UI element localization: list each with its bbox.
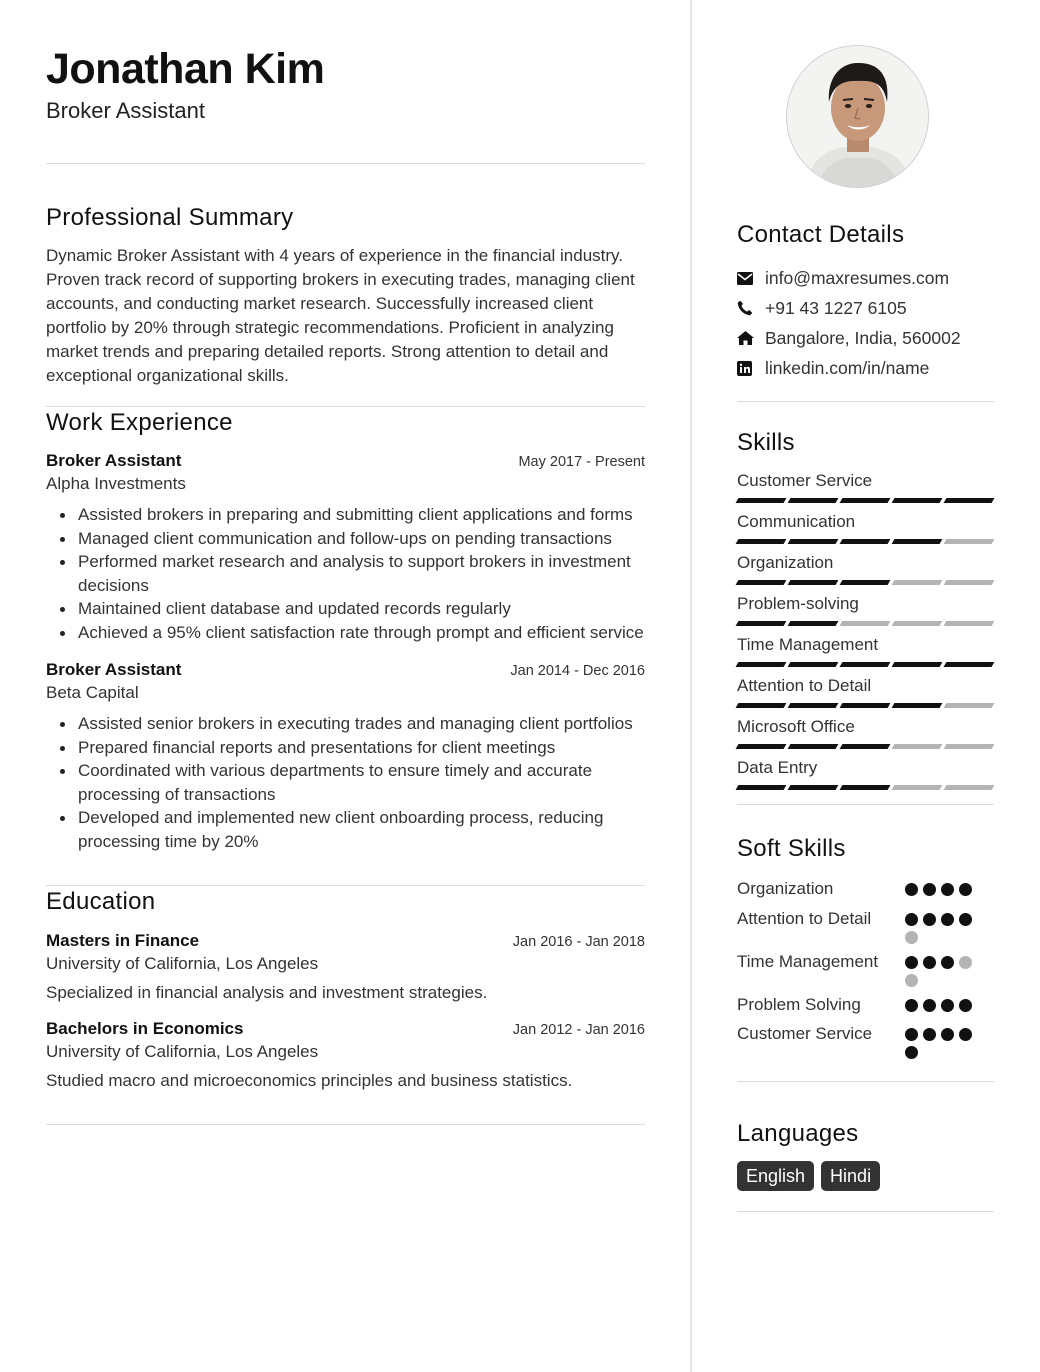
skill-name: Data Entry bbox=[737, 758, 818, 777]
skill-level-segment bbox=[840, 498, 891, 503]
skill-level-segment bbox=[840, 580, 891, 585]
skill-item bbox=[737, 716, 994, 749]
skill-level-bar bbox=[737, 785, 994, 790]
contact-heading: Contact Details bbox=[737, 221, 905, 248]
skill-level-segment bbox=[840, 703, 891, 708]
skills-divider bbox=[737, 804, 994, 805]
skill-name: Microsoft Office bbox=[737, 717, 855, 736]
skill-level-segment bbox=[892, 498, 943, 503]
soft-skill-rating bbox=[905, 993, 985, 1012]
languages-divider bbox=[737, 1211, 994, 1212]
skill-level-segment bbox=[736, 703, 787, 708]
education-entry bbox=[46, 1018, 645, 1093]
contact-linkedin-text[interactable]: linkedin.com/in/name bbox=[765, 357, 930, 378]
rating-dot bbox=[923, 883, 936, 896]
soft-skill-item bbox=[737, 1022, 994, 1059]
rating-dot bbox=[923, 1028, 936, 1041]
languages-list bbox=[737, 1161, 994, 1191]
education-date: Jan 2016 - Jan 2018 bbox=[512, 934, 645, 950]
school-name: University of California, Los Angeles bbox=[46, 954, 319, 973]
rating-dot bbox=[959, 913, 972, 926]
education-section bbox=[46, 888, 645, 1093]
job-date: Jan 2014 - Dec 2016 bbox=[510, 663, 645, 679]
candidate-name: Jonathan Kim bbox=[46, 45, 325, 93]
skill-name: Customer Service bbox=[737, 471, 873, 490]
education-desc: Studied macro and microeconomics principles and business statistics. bbox=[46, 1071, 573, 1090]
experience-heading: Work Experience bbox=[46, 409, 233, 436]
skill-level-segment bbox=[840, 744, 891, 749]
list-item: Assisted brokers in preparing and submitting client applications and forms bbox=[60, 503, 645, 527]
soft-skill-item bbox=[737, 950, 994, 987]
skills-heading: Skills bbox=[737, 429, 795, 456]
summary-heading: Professional Summary bbox=[46, 204, 294, 231]
skill-level-segment bbox=[736, 744, 787, 749]
rating-dot bbox=[923, 913, 936, 926]
degree-title: Bachelors in Economics bbox=[46, 1019, 244, 1038]
home-icon bbox=[737, 331, 765, 345]
contact-phone-text[interactable]: +91 43 1227 6105 bbox=[765, 297, 907, 318]
education-divider bbox=[46, 1124, 645, 1125]
skill-item bbox=[737, 470, 994, 503]
skill-level-segment bbox=[944, 580, 995, 585]
contact-section bbox=[737, 221, 994, 402]
skill-level-segment bbox=[892, 580, 943, 585]
phone-icon bbox=[737, 300, 765, 316]
contact-address-text: Bangalore, India, 560002 bbox=[765, 327, 961, 348]
skill-level-segment bbox=[840, 662, 891, 667]
soft-skill-item bbox=[737, 993, 994, 1017]
skill-item bbox=[737, 511, 994, 544]
list-item: Developed and implemented new client onboarding process, reducing processing time by 20% bbox=[60, 806, 645, 853]
soft-skill-rating bbox=[905, 877, 985, 896]
language-badge: English bbox=[737, 1161, 814, 1191]
soft-skill-name: Attention to Detail bbox=[737, 908, 872, 928]
soft-skill-rating bbox=[905, 950, 985, 987]
skill-level-segment bbox=[736, 621, 787, 626]
skill-item bbox=[737, 634, 994, 667]
rating-dot bbox=[941, 913, 954, 926]
skill-level-segment bbox=[944, 621, 995, 626]
job-date: May 2017 - Present bbox=[518, 454, 645, 470]
soft-skill-rating bbox=[905, 907, 985, 944]
degree-title: Masters in Finance bbox=[46, 931, 200, 950]
skills-section bbox=[737, 429, 994, 805]
skill-level-bar bbox=[737, 580, 994, 585]
job-title: Broker Assistant bbox=[46, 451, 182, 470]
column-divider bbox=[690, 0, 692, 1372]
job-bullets bbox=[60, 503, 645, 644]
main-column bbox=[46, 44, 645, 1125]
experience-section bbox=[46, 409, 645, 853]
skill-level-segment bbox=[788, 785, 839, 790]
rating-dot bbox=[905, 931, 918, 944]
job-bullets bbox=[60, 712, 645, 853]
avatar-icon bbox=[787, 46, 929, 188]
summary-text: Dynamic Broker Assistant with 4 years of experience in the financial industry. Proven track record of supporting brokers in executing trades, managing client accounts, and conducting market research. Successfully increased client portfolio by 20% through strategic recommendations. Proficient in analyzing market trends and preparing detailed reports. Strong attention to detail and exceptional organizational skills. bbox=[46, 246, 635, 385]
list-item: Prepared financial reports and presentations for client meetings bbox=[60, 736, 645, 760]
rating-dot bbox=[959, 1028, 972, 1041]
skill-name: Problem-solving bbox=[737, 594, 859, 613]
rating-dot bbox=[941, 999, 954, 1012]
skill-level-bar bbox=[737, 744, 994, 749]
skill-level-segment bbox=[892, 703, 943, 708]
skill-item bbox=[737, 675, 994, 708]
skill-name: Organization bbox=[737, 553, 834, 572]
job-company: Alpha Investments bbox=[46, 474, 186, 493]
contact-linkedin bbox=[737, 353, 994, 383]
contact-address bbox=[737, 323, 994, 353]
summary-divider bbox=[46, 406, 645, 407]
header-divider bbox=[46, 163, 645, 164]
languages-section bbox=[737, 1120, 994, 1212]
candidate-title: Broker Assistant bbox=[46, 98, 205, 123]
skill-level-segment bbox=[736, 662, 787, 667]
rating-dot bbox=[959, 999, 972, 1012]
skills-list bbox=[737, 470, 994, 790]
skill-level-segment bbox=[944, 703, 995, 708]
school-name: University of California, Los Angeles bbox=[46, 1042, 319, 1061]
rating-dot bbox=[905, 956, 918, 969]
job-company: Beta Capital bbox=[46, 683, 139, 702]
skill-level-segment bbox=[840, 621, 891, 626]
skill-level-segment bbox=[944, 662, 995, 667]
skill-level-segment bbox=[788, 621, 839, 626]
skill-level-segment bbox=[944, 539, 995, 544]
soft-skills-heading: Soft Skills bbox=[737, 835, 846, 862]
skill-level-segment bbox=[788, 498, 839, 503]
list-item: Maintained client database and updated records regularly bbox=[60, 597, 645, 621]
contact-phone bbox=[737, 293, 994, 323]
skill-level-segment bbox=[788, 662, 839, 667]
skill-level-bar bbox=[737, 539, 994, 544]
skill-level-bar bbox=[737, 621, 994, 626]
skill-level-bar bbox=[737, 662, 994, 667]
rating-dot bbox=[905, 913, 918, 926]
rating-dot bbox=[941, 956, 954, 969]
soft-skills-section bbox=[737, 835, 994, 1082]
rating-dot bbox=[959, 883, 972, 896]
soft-skill-name: Customer Service bbox=[737, 1024, 873, 1043]
skill-level-segment bbox=[788, 703, 839, 708]
skill-level-segment bbox=[892, 744, 943, 749]
rating-dot bbox=[923, 956, 936, 969]
languages-heading: Languages bbox=[737, 1120, 859, 1147]
soft-skill-name: Time Management bbox=[737, 951, 879, 971]
skill-level-segment bbox=[944, 744, 995, 749]
rating-dot bbox=[941, 1028, 954, 1041]
contact-email-text[interactable]: info@maxresumes.com bbox=[765, 267, 950, 288]
skill-level-segment bbox=[892, 539, 943, 544]
skill-name: Communication bbox=[737, 512, 856, 531]
skill-level-segment bbox=[736, 498, 787, 503]
rating-dot bbox=[905, 883, 918, 896]
skill-level-segment bbox=[892, 785, 943, 790]
contact-divider bbox=[737, 401, 994, 402]
skill-level-segment bbox=[892, 662, 943, 667]
language-badge: Hindi bbox=[821, 1161, 880, 1191]
list-item: Managed client communication and follow-ups on pending transactions bbox=[60, 527, 645, 551]
skill-level-segment bbox=[840, 785, 891, 790]
skill-item bbox=[737, 757, 994, 790]
skill-level-segment bbox=[736, 539, 787, 544]
skill-level-segment bbox=[944, 498, 995, 503]
job-title: Broker Assistant bbox=[46, 660, 182, 679]
skill-name: Attention to Detail bbox=[737, 676, 872, 695]
rating-dot bbox=[923, 999, 936, 1012]
experience-divider bbox=[46, 885, 645, 886]
education-heading: Education bbox=[46, 888, 156, 915]
rating-dot bbox=[941, 883, 954, 896]
rating-dot bbox=[905, 1046, 918, 1059]
soft-skill-item bbox=[737, 907, 994, 944]
skill-item bbox=[737, 593, 994, 626]
list-item: Coordinated with various departments to ensure timely and accurate processing of transactions bbox=[60, 759, 645, 806]
skill-level-segment bbox=[788, 539, 839, 544]
skill-level-segment bbox=[736, 580, 787, 585]
education-date: Jan 2012 - Jan 2016 bbox=[512, 1022, 645, 1038]
soft-skill-name: Problem Solving bbox=[737, 994, 861, 1014]
rating-dot bbox=[959, 956, 972, 969]
skill-level-segment bbox=[788, 744, 839, 749]
skill-level-segment bbox=[944, 785, 995, 790]
envelope-icon bbox=[737, 272, 765, 285]
soft-skill-name: Organization bbox=[737, 879, 834, 898]
job-entry bbox=[46, 450, 645, 644]
education-entry bbox=[46, 930, 645, 1005]
education-desc: Specialized in financial analysis and investment strategies. bbox=[46, 983, 488, 1002]
rating-dot bbox=[905, 999, 918, 1012]
skill-level-segment bbox=[788, 580, 839, 585]
skill-level-bar bbox=[737, 498, 994, 503]
summary-section bbox=[46, 204, 645, 388]
skill-item bbox=[737, 552, 994, 585]
soft-skill-item bbox=[737, 877, 994, 901]
soft-skills-list bbox=[737, 877, 994, 1059]
soft-skill-rating bbox=[905, 1022, 985, 1059]
list-item: Performed market research and analysis to support brokers in investment decisions bbox=[60, 550, 645, 597]
skill-level-segment bbox=[892, 621, 943, 626]
rating-dot bbox=[905, 974, 918, 987]
list-item: Achieved a 95% client satisfaction rate through prompt and efficient service bbox=[60, 621, 645, 645]
profile-photo bbox=[786, 45, 929, 188]
rating-dot bbox=[905, 1028, 918, 1041]
linkedin-icon bbox=[737, 361, 765, 376]
list-item: Assisted senior brokers in executing trades and managing client portfolios bbox=[60, 712, 645, 736]
skill-level-segment bbox=[736, 785, 787, 790]
skill-level-bar bbox=[737, 703, 994, 708]
skill-level-segment bbox=[840, 539, 891, 544]
contact-email bbox=[737, 263, 994, 293]
soft-skills-divider bbox=[737, 1081, 994, 1082]
skill-name: Time Management bbox=[737, 635, 879, 654]
job-entry bbox=[46, 659, 645, 853]
